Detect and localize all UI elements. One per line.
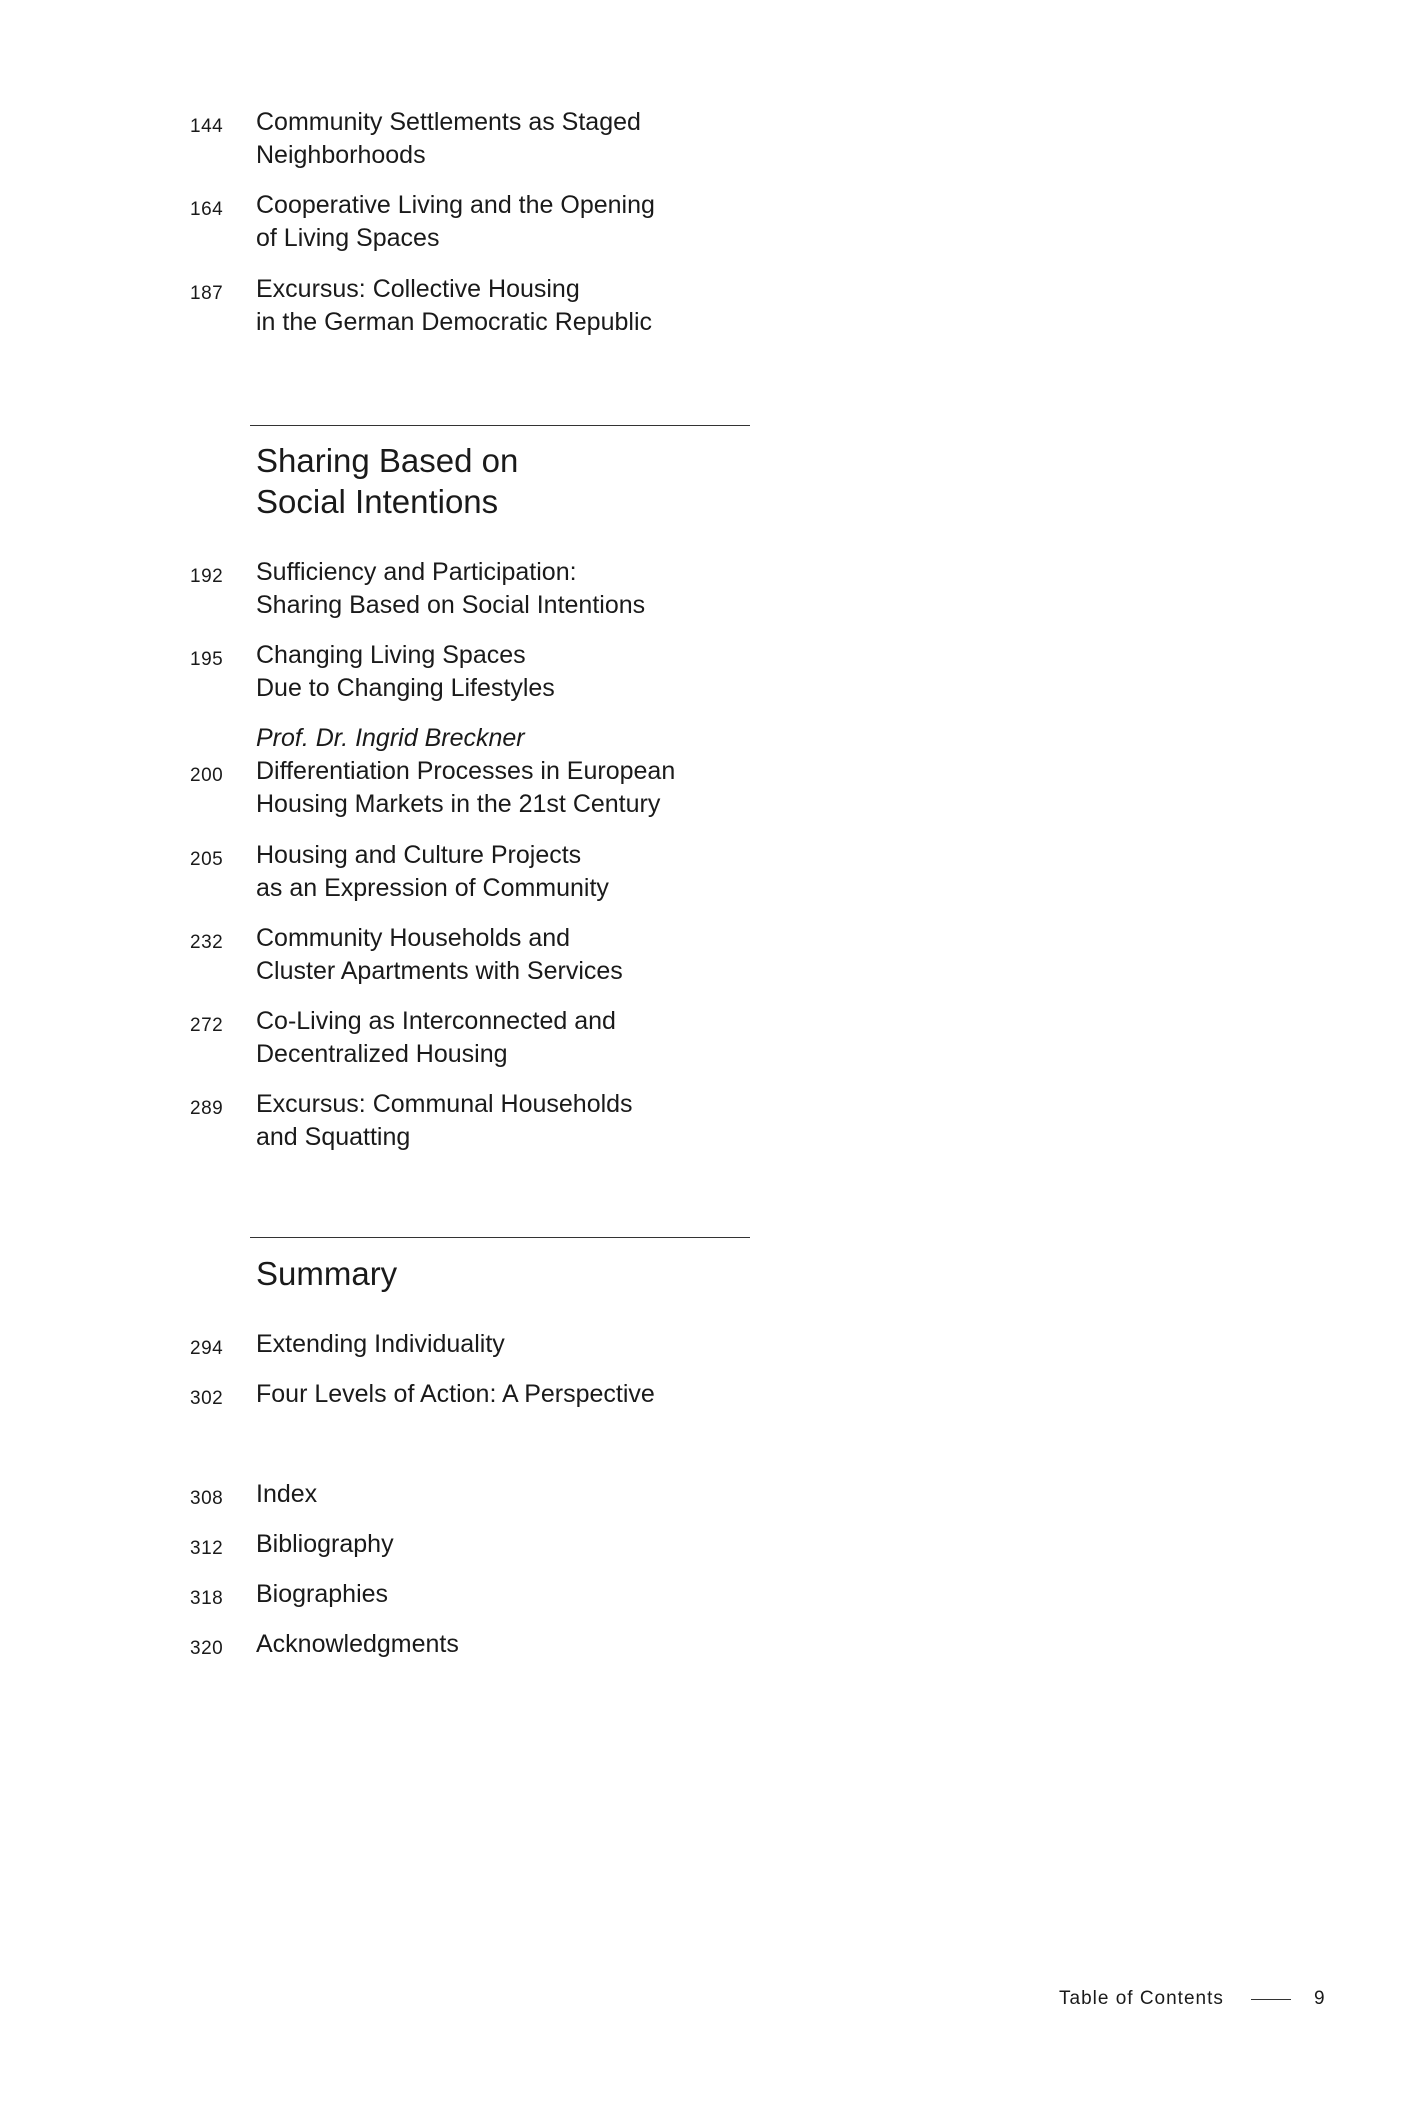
toc-page-number: 308 xyxy=(190,1488,224,1509)
toc-entry-title: Housing and Culture Projects as an Expression of Community xyxy=(256,841,609,902)
toc-page-number: 200 xyxy=(190,765,224,786)
toc-entry-title: Index xyxy=(256,1480,318,1508)
section-title: Summary xyxy=(256,1255,398,1292)
section-divider xyxy=(250,425,750,426)
toc-page-number: 192 xyxy=(190,566,224,587)
section-title: Sharing Based on Social Intentions xyxy=(256,442,519,520)
toc-entry-title: Acknowledgments xyxy=(256,1630,459,1658)
toc-page-number: 195 xyxy=(190,649,224,670)
toc-page-number: 187 xyxy=(190,283,224,304)
running-footer-label: Table of Contents xyxy=(1059,1988,1224,2009)
toc-page-number: 318 xyxy=(190,1588,224,1609)
toc-page-number: 320 xyxy=(190,1638,224,1659)
footer-divider xyxy=(1251,1999,1291,2000)
toc-page-number: 144 xyxy=(190,116,224,137)
page-footer xyxy=(980,1984,1340,2014)
toc-page-number: 289 xyxy=(190,1098,224,1119)
toc-entry-author: Prof. Dr. Ingrid Breckner xyxy=(256,724,525,752)
toc-page-number: 294 xyxy=(190,1338,224,1359)
toc-page-number: 205 xyxy=(190,849,224,870)
toc-entry-title: Excursus: Communal Households and Squatting xyxy=(256,1090,633,1151)
toc-entry-title: Changing Living Spaces Due to Changing Lifestyles xyxy=(256,641,555,702)
toc-entry-title: Excursus: Collective Housing in the German Democratic Republic xyxy=(256,275,652,336)
toc-page-number: 232 xyxy=(190,932,224,953)
toc-page-number: 302 xyxy=(190,1388,224,1409)
toc-page-number: 272 xyxy=(190,1015,224,1036)
toc-entry-title: Community Settlements as Staged Neighborhoods xyxy=(256,108,641,169)
toc-entry-title: Community Households and Cluster Apartments with Services xyxy=(256,924,623,985)
section-divider xyxy=(250,1237,750,1238)
toc-entry-title: Co-Living as Interconnected and Decentralized Housing xyxy=(256,1007,616,1068)
toc-entry-title: Extending Individuality xyxy=(256,1330,505,1358)
toc-entry-title: Sufficiency and Participation: Sharing Based on Social Intentions xyxy=(256,558,646,619)
toc-entry-title: Biographies xyxy=(256,1580,389,1608)
toc-entry-title: Four Levels of Action: A Perspective xyxy=(256,1380,655,1408)
page-number: 9 xyxy=(1314,1988,1326,2009)
toc-entry-title: Prof. Dr. Ingrid Breckner Differentiation Processes in European Housing Markets in the 21st Century xyxy=(256,722,816,821)
toc-entry-title: Cooperative Living and the Opening of Living Spaces xyxy=(256,191,655,252)
toc-page-number: 164 xyxy=(190,199,224,220)
toc-page-number: 312 xyxy=(190,1538,224,1559)
toc-entry-title: Bibliography xyxy=(256,1530,394,1558)
